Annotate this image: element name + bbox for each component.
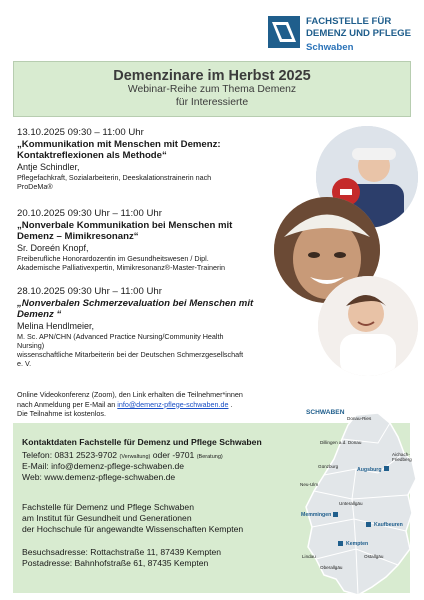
email-link[interactable]: info@demenz-pflege-schwaben.de [117,399,229,409]
map-city: Augsburg [357,467,382,473]
contact-org-3: der Hochschule für angewandte Wissenschaften Kempten [22,524,244,534]
event-speaker: Antje Schindler, [17,161,80,172]
map-city: Ostallgäu [364,554,384,559]
logo-line3: Schwaben [306,42,354,53]
event-title: Demenz “ [17,309,62,320]
contact-heading: Kontaktdaten Fachstelle für Demenz und Pflege Schwaben [22,437,262,447]
photo-smiling-woman [318,276,418,376]
map-label: SCHWABEN [306,409,345,416]
page-title: Demenzinare im Herbst 2025 [113,68,311,84]
map-city: Oberallgäu [320,565,343,570]
contact-post-address: Postadresse: Bahnhofstraße 61, 87435 Kempten [22,558,209,568]
map-city: Kempten [346,541,369,547]
city-marker-icon [384,466,389,471]
event-date: 13.10.2025 09:30 – 11:00 Uhr [17,127,144,138]
event-2 [17,208,282,272]
map-city: Memmingen [301,512,332,518]
event-title: „Nonverbale Kommunikation bei Menschen mit [17,219,233,231]
event-description: ProDeMa® [17,181,53,191]
event-date: 28.10.2025 09:30 Uhr – 11:00 Uhr [17,286,162,297]
map-city: Lindau [302,554,316,559]
title-box [13,61,411,117]
contact-org-1: Fachstelle für Demenz und Pflege Schwaben [22,502,194,512]
event-1 [17,127,282,191]
contact-org-2: am Institut für Gesundheit und Generationen [22,513,192,523]
event-3 [17,286,282,369]
online-line1: Online Videokonferenz (Zoom), den Link erhalten die Teilnehmer*innen [17,390,243,399]
map-city: Günzburg [318,464,339,469]
logo-line1: FACHSTELLE FÜR [306,16,392,27]
photo-smiling-woman-image [318,276,418,376]
event-description: e. V. [17,359,32,369]
logo-mark-icon [268,16,300,48]
map-city: Kaufbeuren [374,522,403,528]
map-city: Aichach-Friedberg [392,452,412,462]
city-marker-icon [338,541,343,546]
event-description: Akademische Palliativexpertin, Mimikresonanz®-Master-Trainerin [17,262,225,272]
page-subtitle-1: Webinar-Reihe zum Thema Demenz [127,84,297,95]
online-line2: nach Anmeldung per E-Mail an [17,399,118,409]
online-info: Online Videokonferenz (Zoom), den Link erhalten die Teilnehmer*innen nach Anmeldung per E-Mail an info@demenz-pflege-schwaben.de . Die Teilnahme ist kostenlos. [17,390,317,419]
event-description: M. Sc. APN/CHN (Advanced Practice Nursing/Community Health [17,331,224,341]
event-description: Pflegefachkraft, Sozialarbeiterin, Deeskalationstrainerin nach [17,172,212,182]
page-subtitle-2: für Interessierte [175,96,249,108]
contact-phone: Telefon: 0831 2523-9702 (Verwaltung) oder -9701 (Beratung) [22,450,223,460]
logo-line2: DEMENZ UND PFLEGE [306,28,412,39]
event-description: wissenschaftliche Mitarbeiterin bei der Deutschen Schmerzgesellschaft [17,350,244,360]
city-marker-icon [366,522,371,527]
event-speaker: Melina Hendlmeier, [17,320,95,331]
event-speaker: Sr. Doreén Knopf, [17,242,89,253]
map-city: Neu-Ulm [300,482,319,487]
logo [268,14,418,58]
map-city: Unterallgäu [339,501,363,506]
event-description: Freiberufliche Honorardozentin im Gesundheitswesen / Dipl. [17,253,209,263]
map-city: Donau-Ries [347,416,372,421]
event-title: „Nonverbalen Schmerzevaluation bei Menschen mit [17,297,254,309]
city-marker-icon [333,512,338,517]
event-title: „Kommunikation mit Menschen mit Demenz: [17,138,221,150]
contact-web: Web: www.demenz-pflege-schwaben.de [22,472,176,482]
event-title: Demenz – Mimikresonanz“ [17,231,139,242]
map-city: Dillingen a.d. Donau [320,440,362,445]
contact-email: E-Mail: info@demenz-pflege-schwaben.de [22,461,185,471]
event-date: 20.10.2025 09:30 Uhr – 11:00 Uhr [17,208,162,219]
online-line3: Die Teilnahme ist kostenlos. [17,409,106,419]
event-title: Kontaktreflexionen als Methode“ [17,150,167,161]
event-description: Nursing) [17,340,45,350]
contact-visit-address: Besuchsadresse: Rottachstraße 11, 87439 Kempten [22,547,222,557]
